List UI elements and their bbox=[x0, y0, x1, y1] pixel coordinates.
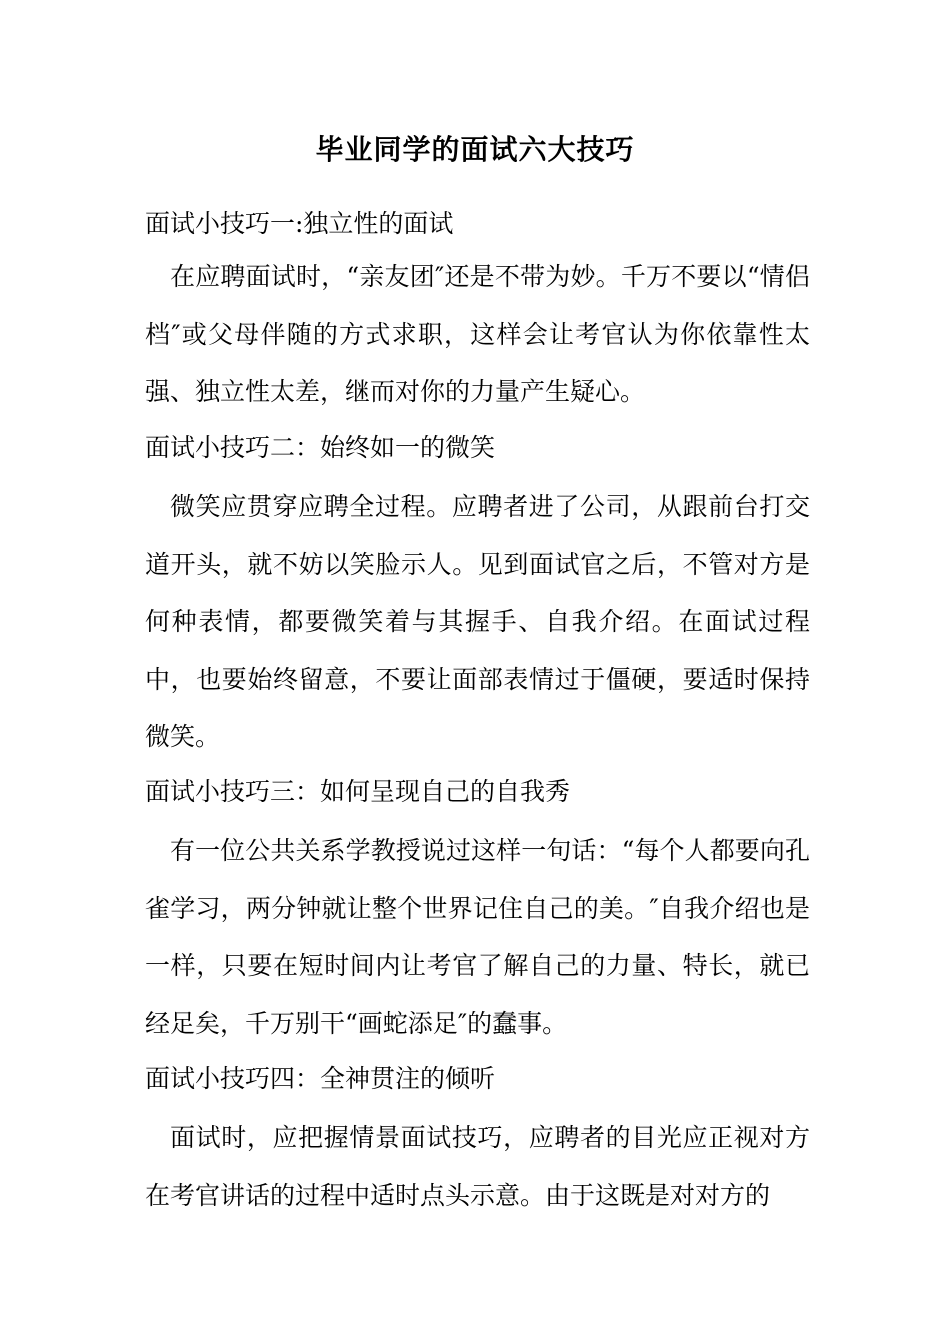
section-body-1: 在应聘面试时，“亲友团″还是不带为妙。千万不要以“情侣档″或父母伴随的方式求职，这样会让考官认为你依靠性太强、独立性太差，继而对你的力量产生疑心。 bbox=[145, 262, 810, 407]
section-body-3: 有一位公共关系学教授说过这样一句话：“每个人都要向孔雀学习，两分钟就让整个世界记住自己的美。″自我介绍也是一样，只要在短时间内让考官了解自己的力量、特长，就已经足矣，千万别干“画蛇添足″的蠢事。 bbox=[145, 836, 810, 1038]
document-title: 毕业同学的面试六大技巧 bbox=[315, 133, 635, 166]
section-body-4: 面试时，应把握情景面试技巧，应聘者的目光应正视对方在考官讲话的过程中适时点头示意。由于这既是对对方的 bbox=[145, 1123, 810, 1210]
section-heading-1: 面试小技巧一:独立性的面试 bbox=[145, 209, 454, 238]
section-heading-2: 面试小技巧二：始终如一的微笑 bbox=[145, 433, 496, 462]
section-heading-3: 面试小技巧三：如何呈现自己的自我秀 bbox=[145, 777, 571, 806]
section-heading-4: 面试小技巧四：全神贯注的倾听 bbox=[145, 1064, 496, 1093]
section-body-2: 微笑应贯穿应聘全过程。应聘者进了公司，从跟前台打交道开头，就不妨以笑脸示人。见到面试官之后，不管对方是何种表情，都要微笑着与其握手、自我介绍。在面试过程中，也要始终留意，不要让面部表情过于僵硬，要适时保持微笑。 bbox=[145, 492, 810, 752]
